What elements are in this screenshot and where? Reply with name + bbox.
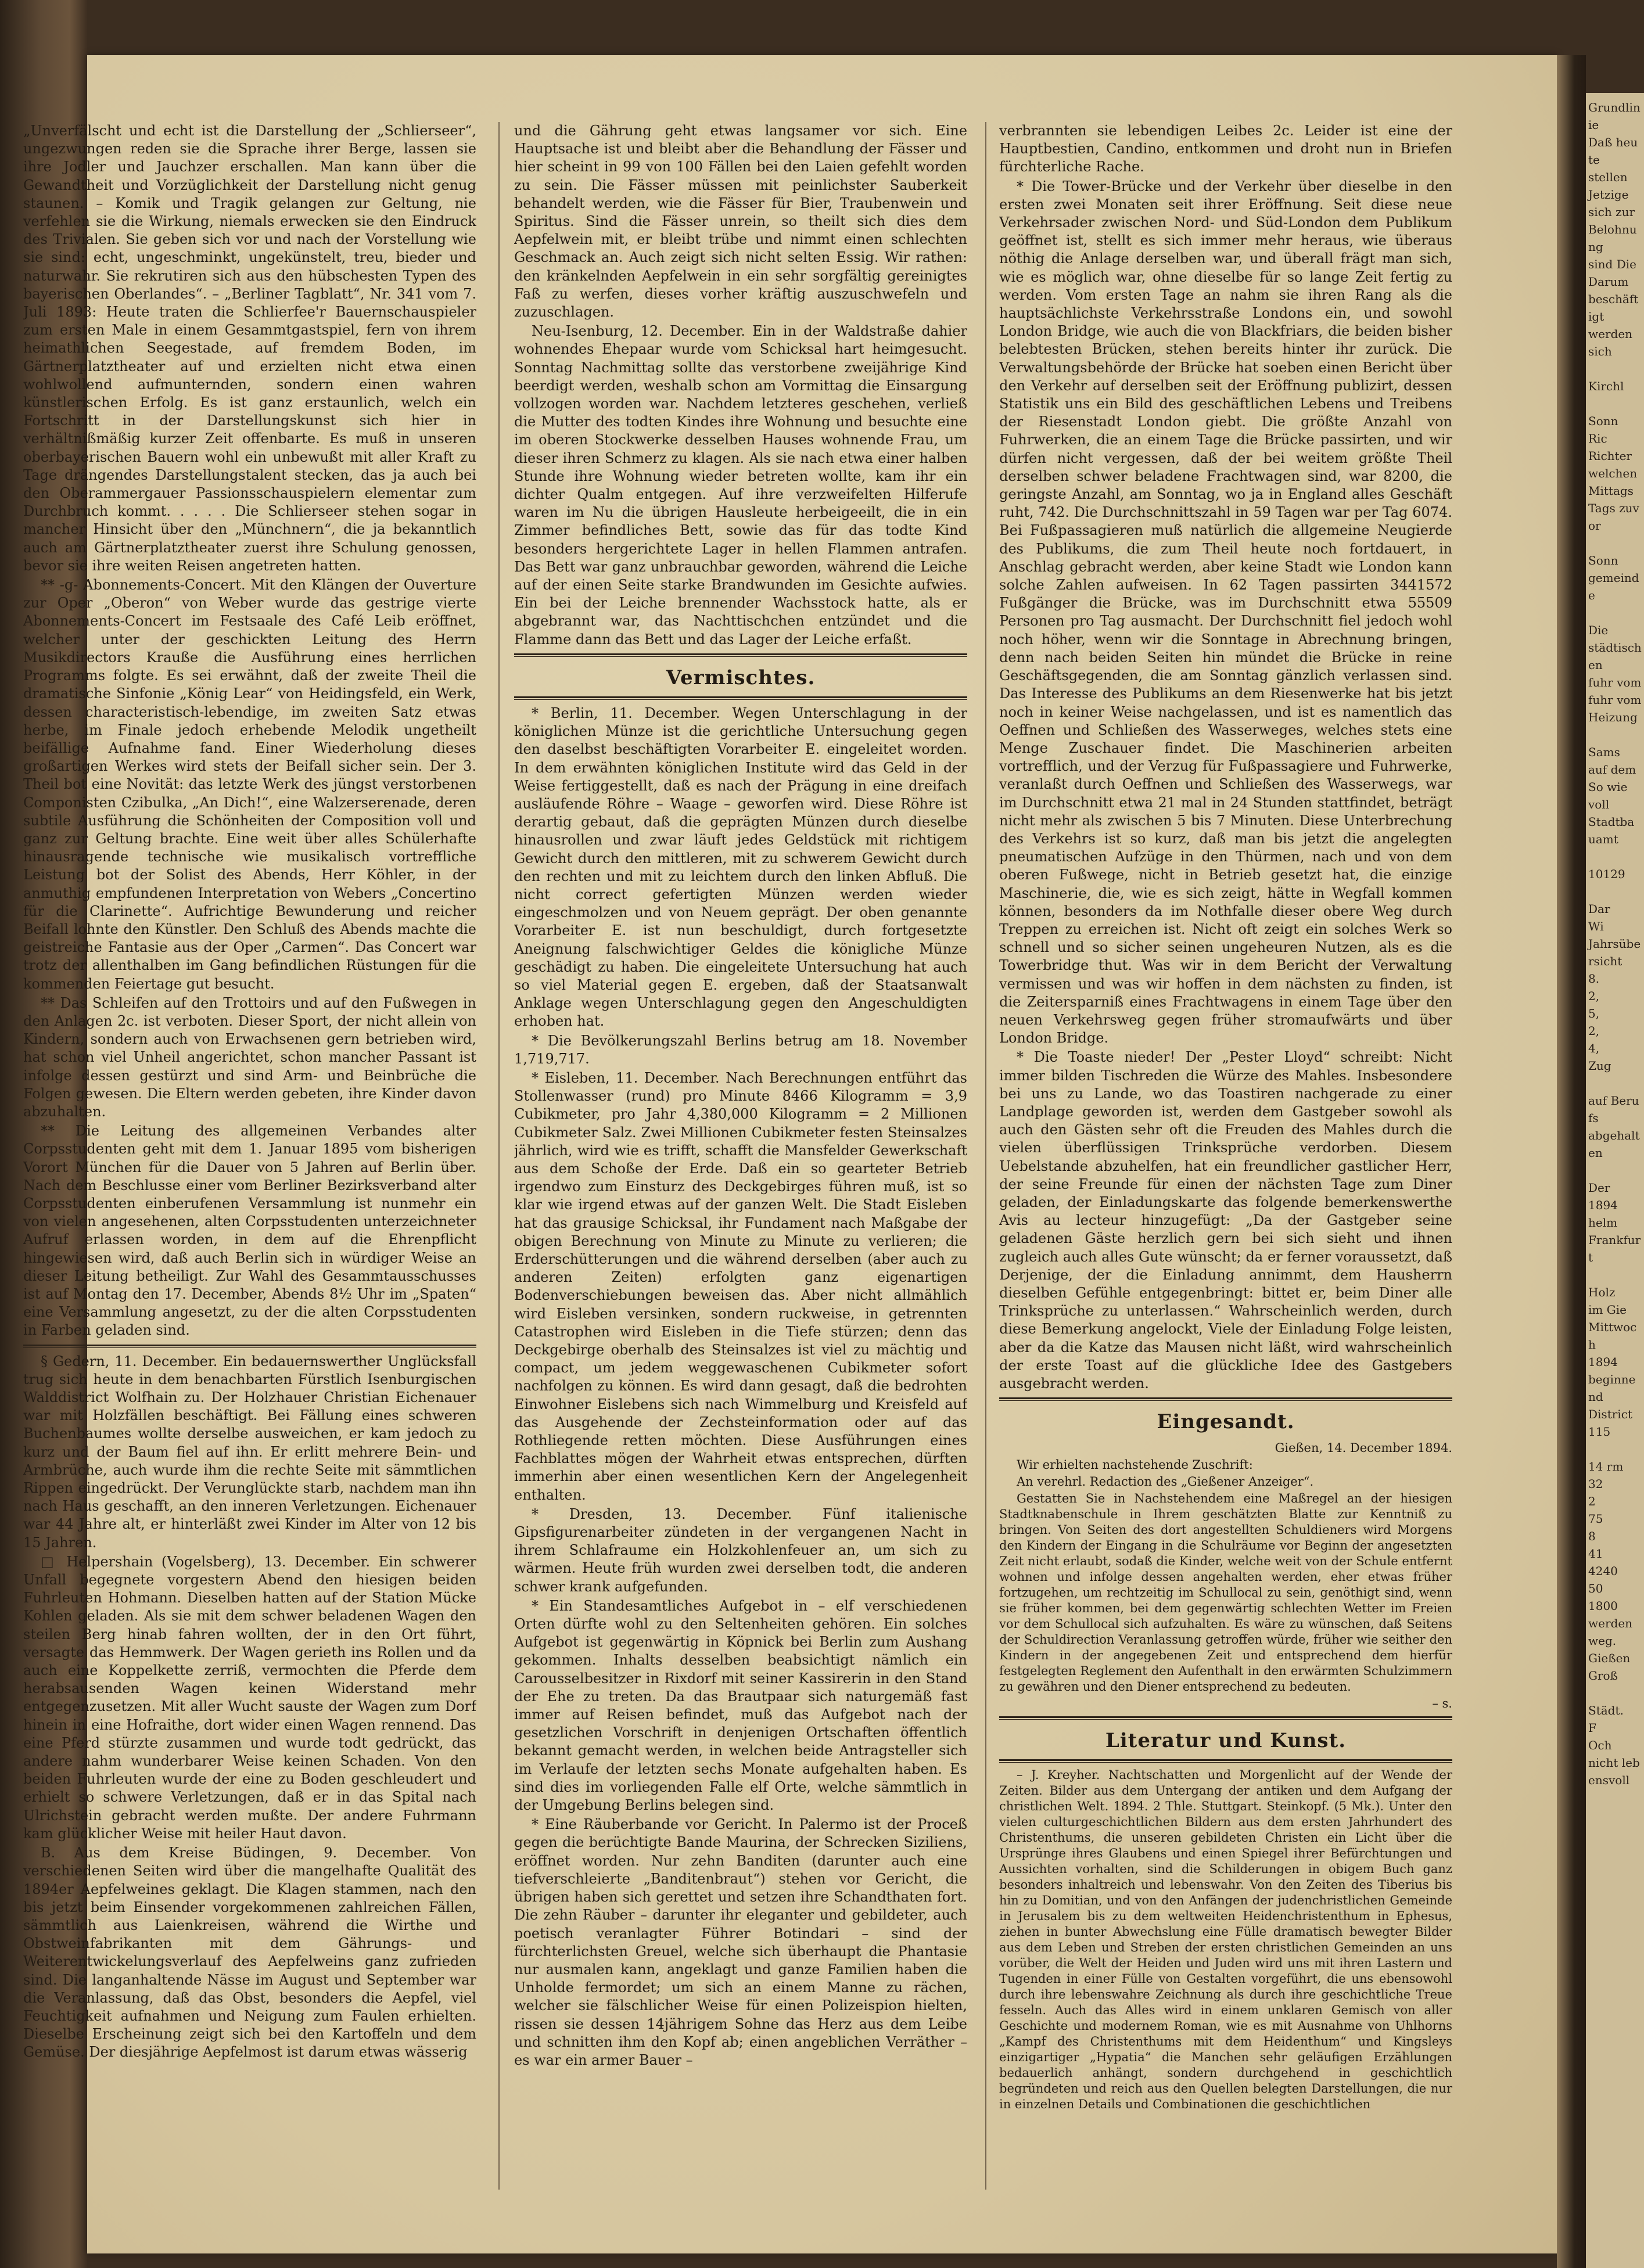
page-gutter bbox=[1557, 55, 1586, 2268]
article-schlierseer: „Unverfälscht und echt ist die Darstellung der „Schlierseer“, ungezwungen reden sie die Sprache ihrer Berge, lassen sie ihre Jodler und Jauchzer erschallen. Man kann über die Gewandtheit und Vorzüglichkeit der Darstellung nicht genug staunen. – Komik und Tragik gelangen zur Geltung, nie verfehlen sie die Wirkung, niemals erwecken sie den Eindruck des Trivialen. Sie geben sich vor und nach der Vorstellung wie sie sind: echt, ungeschminkt, ungekünstelt, treu, bieder und naturwahr. Sie rekrutiren sich aus den hübschesten Typen des bayerischen Oberlandes“. – „Berliner Tagblatt“, Nr. 341 vom 7. Juli 1893: Heute traten die Schlierfee'r Bauernschauspieler zum ersten Male in einem Gesammtgastspiel, fern von ihrem heimathlichen Seegestade, auf fremdem Boden, im Gärtnerplatztheater auf und erzielten nicht etwa einen wohlwollend aufmunternden, sondern einen wahren künstlerischen Erfolg. Es ist ganz erstaunlich, welch ein Fortschritt in der Darstellungskunst sich hier in verhältnißmäßig kurzer Zeit offenbarte. Es muß in unseren oberbayerischen Bauern wohl ein unbewußt mit aller Kraft zu Tage drängendes Darstellungstalent stecken, das ja auch bei den Oberammergauer Passionsschauspielern elementar zum Durchbruch kommt. . . . . Die Schlierseer stehen sogar in mancher Hinsicht über den „Münchnern“, die ja bekanntlich auch am Gärtnerplatztheater zuerst ihre Schulung genossen, bevor sie ihre weiten Reisen angetreten hatten. bbox=[23, 123, 476, 574]
article-literatur-kreyher: – J. Kreyher. Nachtschatten und Morgenlicht auf der Wende der Zeiten. Bilder aus dem Untergang der antiken und dem Aufgang der christlichen Welt. 1894. 2 Thle. Stuttgart. Steinkopf. (5 Mk.). Unter den vielen culturgeschichtlichen Bildern aus dem ersten Jahrhundert des Christenthums, die unseren gebildeten Christen ein Licht über die Ursprünge ihres Glaubens und einen Spiegel ihrer Befürchtungen und Aussichten vorhalten, sind die Schilderungen in obigem Buch ganz besonders inhaltreich und lebenswahr. Von den Zeiten des Tiberius bis hin zu Domitian, und von den Anfängen der judenchristlichen Gemeinde in Jerusalem bis zu dem weltweiten Heidenchristenthum in Ephesus, ziehen in bunter Abwechslung eine Fülle dramatisch bewegter Bilder aus dem Leben und Streben der ersten christlichen Gemeinden an uns vorüber, die Welt der Heiden und Juden wird uns mit ihren Lastern und Tugenden in einer Fülle von Gestalten vorgeführt, die uns ebensowohl durch ihre lebenswahre Zeichnung als durch ihre geschichtliche Treue fesseln. Auch das Alles wird in einem unklaren Gemisch von aller Geschichte und modernem Roman, wie es mit Ausnahme von Uhlhorns „Kampf des Christenthums mit dem Heidenthum“ und Kingsleys einzigartiger „Hypatia“ die Manchen sehr geläufigen Erzählungen bedauerlich anhängt, sondern durchgehend in geschichtlich begründeten und reich aus den Quellen belegten Darstellungen, die nur in einzelnen Details und Combinationen die geschichtlichen bbox=[999, 1768, 1452, 2112]
section-divider bbox=[514, 653, 967, 657]
article-aepfelwein-cont: und die Gährung geht etwas langsamer vor sich. Eine Hauptsache ist und bleibt aber die Behandlung der Fässer und hier scheint in 99 von 100 Fällen bei den Laien gefehlt worden zu sein. Die Fässer müssen mit peinlichster Sauberkeit behandelt werden, wie die Fässer für Bier, Traubenwein und Spiritus. Sind die Fässer unrein, so theilt sich dies dem Aepfelwein mit, er bleibt trübe und nimmt einen schlechten Geschmack an. Auch zeigt sich nicht selten Essig. Wir rathen: den kränkelnden Aepfelwein in ein sehr sorgfältig gereinigtes Faß zu werfen, dieses vorher kräftig auszuschwefeln und zuzuschlagen. bbox=[514, 123, 967, 321]
article-dresden: * Dresden, 13. December. Fünf italienische Gipsfigurenarbeiter zündeten in der vergangenen Nacht in ihrem Schlafraume ein Holzkohlenfeuer an, um sich zu wärmen. Heute früh wurden zwei derselben todt, die anderen schwer krank aufgefunden. bbox=[514, 1505, 967, 1595]
section-divider bbox=[999, 1716, 1452, 1720]
column-3 bbox=[999, 122, 1452, 2201]
column-rule bbox=[498, 122, 500, 2190]
eingesandt-dateline: Gießen, 14. December 1894. bbox=[1275, 1441, 1452, 1455]
article-neu-isenburg: Neu-Isenburg, 12. December. Ein in der Waldstraße dahier wohnendes Ehepaar wurde vom Schicksal hart heimgesucht. Sonntag Nachmittag sollte das verstorbene zweijährige Kind beerdigt werden, weshalb schon am Vormittag die Einsargung vollzogen worden war. Nachdem letzteres geschehen, verließ die Mutter des todten Kindes ihre Wohnung und besuchte eine im oberen Stockwerke desselben Hauses wohnende Frau, um dieser ihren Schmerz zu klagen. Als sie nach etwa einer halben Stunde ihre Wohnung wieder betreten wollte, kam ihr ein dichter Qualm entgegen. Auf ihre verzweifelten Hilferufe waren im Nu die übrigen Hausleute herbeigeeilt, die in ein Zimmer befindliches Bett, sowie das für das todte Kind besonders hergerichtete Lager in hellen Flammen antrafen. Das Bett war ganz unbrauchbar geworden, während die Leiche auf der einen Seite starke Brandwunden im Gesichte aufwies. Ein bei der Leiche brennender Wachsstock hatte, als er abgebrannt war, das Nachttischchen entzündet und die Flamme dann das Bett und das Lager der Leiche erfaßt. bbox=[514, 323, 967, 648]
column-rule bbox=[985, 122, 986, 2190]
article-corpsstudenten: ** Die Leitung des allgemeinen Verbandes alter Corpsstudenten geht mit dem 1. Januar 1895 vom bisherigen Vorort München für die Dauer von 5 Jahren auf Berlin über. Nach dem Beschlusse einer vom Berliner Bezirksverband alter Corpsstudenten einberufenen Versammlung ist nunmehr ein von vielen angesehenen, alten Corpsstudenten unterzeichneter Aufruf erlassen worden, in dem auf die Ehrenpflicht hingewiesen wird, daß auch Berlin sich in würdiger Weise an dieser Leitung betheiligt. Zur Wahl des Gesammtausschusses ist auf Montag den 17. December, Abends 8½ Uhr im „Spaten“ eine Versammlung angesetzt, zu der die alten Corpsstudenten in Farben geladen sind. bbox=[23, 1123, 476, 1339]
column-2 bbox=[514, 122, 967, 2201]
section-title-literatur: Literatur und Kunst. bbox=[1105, 1729, 1347, 1753]
article-schleifen-trottoirs: ** Das Schleifen auf den Trottoirs und auf den Fußwegen in den Anlagen 2c. ist verboten. Dieser Sport, der nicht allein von Kindern, sondern auch von Erwachsenen gern betrieben wird, hat schon viel Unheil angerichtet, schon mancher Passant ist infolge dessen gestürzt und sind Arm- und Beinbrüche die Folgen gewesen. Die Eltern werden gebeten, ihre Kinder davon abzuhalten. bbox=[23, 994, 476, 1120]
section-divider bbox=[514, 696, 967, 700]
section-divider bbox=[999, 1759, 1452, 1763]
eingesandt-intro: Wir erhielten nachstehende Zuschrift: bbox=[1017, 1458, 1253, 1472]
article-raeuberbande-cont: verbrannten sie lebendigen Leibes 2c. Leider ist eine der Hauptbestien, Candino, entkommen und droht nun in Briefen fürchterliche Rache. bbox=[999, 123, 1452, 175]
article-aufgebot: * Ein Standesamtliches Aufgebot in – elf verschiedenen Orten dürfte wohl zu den Seltenheiten gehören. Ein solches Aufgebot ist gegenwärtig in Köpnick bei Berlin zum Aushang gekommen. Inhalts desselben beabsichtigt nämlich ein Carousselbesitzer in Rixdorf mit seiner Kassirerin in den Stand der Ehe zu treten. Da das Brautpaar sich naturgemäß fast immer auf Reisen befindet, muß das Aufgebot nach der gesetzlichen Vorschrift in denjenigen Ortschaften öffentlich bekannt gemacht werden, in welchen beide Antragsteller sich im Verlaufe der letzten sechs Monate aufgehalten haben. Es sind dies im vorliegenden Falle elf Orte, welche sämmtlich in der Umgebung Berlins belegen sind. bbox=[514, 1597, 967, 1814]
article-buedingen: B. Aus dem Kreise Büdingen, 9. December. Von verschiedenen Seiten wird über die mangelhafte Qualität des 1894er Aepfelweines geklagt. Die Klagen stammen, nach den bis jetzt beim Einsender vorgekommenen zahlreichen Fällen, sämmtlich aus Laienkreisen, während die Wirthe und Obstweinfabrikanten mit dem Gährungs- und Weiterentwickelungsverlauf des Aepfelweins ganz zufrieden sind. Die langanhaltende Nässe im August und September war die Veranlassung, daß das Obst, besonders die Aepfel, viel Feuchtigkeit aufnahmen und Neigung zum Faulen erhielten. Dieselbe Erscheinung zeigt sich bei den Kartoffeln und dem Gemüse. Der diesjährige Aepfelmost ist darum etwas wässerig bbox=[23, 1845, 476, 2061]
adjacent-page-text: Grundlinie Daß heute stellen Jetzige sich zur Belohnung sind Die Darum beschäftigt werden sich Kirchl Sonn Ric Richter welchen Mittags Tags zuvor Sonn gemeinde Die städtischen fuhr vom fuhr vom Heizung Sams auf dem So wie voll Stadtbauamt 10129 Dar Wi Jahrsübersicht 8. 2, 5, 2, 4, Zug auf Berufs abgehalten Der 1894 helm Frankfurt Holz im Gie Mittwoch 1894 beginnend District 115 14 rm 32 2 75 8 41 4240 50 1800 werden weg. Gießen Groß Städt. F Och nicht lebensvoll bbox=[1588, 100, 1642, 1787]
article-eisleben: * Eisleben, 11. December. Nach Berechnungen entführt das Stollenwasser (rund) pro Minute 8466 Kilogramm = 3,9 Cubikmeter, pro Jahr 4,380,000 Kilogramm = 2 Millionen Cubikmeter Salz. Zwei Millionen Cubikmeter festen Steinsalzes jährlich, wird wie es trifft, schafft die Mansfelder Gewerkschaft aus dem Schoße der Erde. Daß ein so gearteter Betrieb irgendwo zum Einsturz des Deckgebirges führen muß, ist so klar wie irgend etwas auf der ganzen Welt. Die Stadt Eisleben hat das grausige Schicksal, ihr Fundament nach Maßgabe der obigen Berechnung von Minute zu Minute zu verlieren; die Erderschütterungen und die während derselben (aber auch zu anderen Zeiten) erfolgten ganz eigenartigen Bodenverschiebungen beweisen das. Aber nicht allmählich wird Eisleben versinken, sondern ruckweise, in getrennten Catastrophen wird Eisleben in die Tiefe stürzen; denn das Deckgebirge oberhalb des Steinsalzes ist viel zu mächtig und compact, um jedem weggewaschenen Cubikmeter sofort nachfolgen zu können. Es wird dann gesagt, daß die bedrohten Einwohner Eislebens sich nach Wimmelburg und Kreisfeld auf das Ausgehende der Zechsteinformation oder auf das Rothliegende retten möchten. Diese Ausführungen eines Fachblattes mögen der Wahrheit etwas entsprechen, dürften immerhin aber einen wesentlichen Kern der Angelegenheit enthalten. bbox=[514, 1069, 967, 1503]
section-title-eingesandt: Eingesandt. bbox=[1157, 1410, 1295, 1434]
article-abonnements-concert: ** -g- Abonnements-Concert. Mit den Klängen der Ouverture zur Oper „Oberon“ von Weber wurde das gestrige vierte Abonnements-Concert im Festsaale des Café Leib eröffnet, welcher unter der geschickten Leitung des Herrn Musikdirectors Krauße die Ausführung eines herrlichen Programms folgte. Es sei erwähnt, daß der zweite Theil die dramatische Sinfonie „König Lear“ von Heidingsfeld, ein Werk, dessen characteristisch-lebendige, im zweiten Satz etwas herbe, im Finale jedoch erhebende Melodik ungetheilt beifällige Aufnahme fand. Einer Wiederholung dieses großartigen Werkes wird stets der Beifall sicher sein. Der 3. Theil bot eine Novität: das letzte Werk des jüngst verstorbenen Componisten Czibulka, „An Dich!“, eine Walzerserenade, deren subtile Ausführung die Schönheiten der Composition voll und ganz zur Geltung brachte. Eine weit über alles Schülerhafte hinausragende technische wie musikalisch vortreffliche Leistung bot der Solist des Abends, Herr Köhler, in der anmuthig empfundenen Interpretation von Webers „Concertino für die Clarinette“. Aufrichtige Bewunderung und reicher Beifall lohnte den Künstler. Den Schluß des Abends machte die geistreiche Fantasie aus der Oper „Carmen“. Das Concert war trotz der allenthalben im Gang befindlichen Rüstungen für die kommenden Feiertage gut besucht. bbox=[23, 577, 476, 992]
article-raeuberbande: * Eine Räuberbande vor Gericht. In Palermo ist der Proceß gegen die berüchtigte Bande Maurina, der Schrecken Siziliens, eröffnet worden. Nur zehn Banditen (darunter auch eine tiefverschleierte „Banditenbraut“) stehen vor Gericht, die übrigen haben sich gerettet und setzen ihre Schandthaten fort. Die zehn Räuber – darunter ihr eleganter und gebildeter, auch poetisch veranlagter Führer Botindari – sind der fürchterlichsten Greuel, welche sich überhaupt die Phantasie nur ausmalen kann, angeklagt und ganze Familien haben die Unholde fermordet; um sich an einem Manne zu rächen, welcher sie fälschlicher Weise für einen Polizeispion hielten, rissen sie dessen 14jährigem Sohne das Herz aus dem Leibe und schnitten ihm den Kopf ab; einen angeblichen Verräther – es war ein armer Bauer – bbox=[514, 1816, 967, 2068]
eingesandt-body: Gestatten Sie in Nachstehendem eine Maßregel an der hiesigen Stadtknabenschule in Ihrem geschätzten Blatte zur Kenntniß zu bringen. Von Seiten des dort angestellten Schuldieners wird Morgens den Kindern der Eingang in die Schulräume vor Beginn der angesetzten Zeit nicht erlaubt, sodaß die Kinder, welche weit von der Schule entfernt wohnen und infolge dessen angehalten werden, eher etwas früher fortzugehen, um rechtzeitig im Schullocal zu sein, genöthigt sind, wenn sie früher kommen, bei dem gegenwärtig schlechten Wetter im Freien vor dem Schullocal sich aufzuhalten. Es wäre zu wünschen, daß Seitens der Schuldirection Veranlassung getroffen würde, früher wie seither den Kindern in der angegebenen Zeit und entsprechend dem hierfür festgelegten Reglement den Aufenthalt in den erwärmten Schulzimmern zu gewähren und den Diener entsprechend zu bedeuten. bbox=[999, 1491, 1452, 1694]
article-gedern: § Gedern, 11. December. Ein bedauernswerther Unglücksfall trug sich heute in dem benachbarten Fürstlich Isenburgischen Walddistrict Wolfhain zu. Der Holzhauer Christian Eichenauer war mit Holzfällen beschäftigt. Bei Fällung eines schweren Buchenbaumes wollte derselbe ausweichen, er kam jedoch zu kurz und der Baum fiel auf ihn. Er erlitt mehrere Bein- und Armbrüche, auch wurde ihm die rechte Seite mit sämmtlichen Rippen eingedrückt. Der Verunglückte starb, nachdem man ihn nach Haus geschafft, an den inneren Verletzungen. Eichenauer war 44 Jahre alt, er hinterläßt zwei Kinder im Alter von 12 bis 15 Jahren. bbox=[23, 1353, 476, 1551]
article-tower-bruecke: * Die Tower-Brücke und der Verkehr über dieselbe in den ersten zwei Monaten seit ihrer Eröffnung. Seit diese neue Verkehrsader zwischen Nord- und Süd-London dem Publikum geöffnet ist, stellt es sich immer mehr heraus, wie überaus nöthig die Anlage derselben war, und überall frägt man sich, wie es möglich war, ohne dieselbe für so lange Zeit fertig zu werden. Vom ersten Tage an nahm sie ihren Rang als die hauptsächlichste Verkehrsstraße Londons ein, und sowohl London Bridge, wie auch die von Blackfriars, die beiden bisher belebtesten Brücken, stehen bereits hinter ihr zurück. Die Verwaltungsbehörde der Brücke hat soeben einen Bericht über den Verkehr auf derselben seit der Eröffnung publizirt, dessen Statistik uns ein Bild des geschäftlichen Lebens und Treibens der Riesenstadt London giebt. Die größte Anzahl von Fuhrwerken, die an einem Tage die Brücke passirten, und wir dürfen nicht vergessen, daß der bei weitem größte Theil derselben schwer beladene Frachtwagen sind, war 8200, die geringste Anzahl, am Sonntag, wo ja in England alles Geschäft ruht, 742. Die Durchschnittszahl in 59 Tagen war per Tag 6074. Bei Fußpassagieren muß natürlich die allgemeine Neugierde des Publikums, die zum Theil heute noch fortdauert, in Anschlag gebracht werden, aber keine Stadt wie London kann solche Zahlen aufweisen. In 62 Tagen passirten 3441572 Fußgänger die Brücke, was im Durchschnitt etwa 55509 Personen pro Tag ausmacht. Der Durchschnitt fiel jedoch wohl noch höher, wenn wir die Sonntage in Abrechnung bringen, denn nach beiden Seiten hin mündet die Brücke in reine Geschäftsgegenden, die am Sonntag gänzlich verlassen sind. Das Interesse des Publikums an dem Riesenwerke hat bis jetzt noch in keiner Weise nachgelassen, und ist es namentlich das Oeffnen und Schließen des Wasserweges, welches stets eine Menge Zuschauer findet. Die Maschinerien arbeiten vortrefflich, und der Verzug für Fußpassagiere und Fuhrwerke, veranlaßt durch Oeffnen und Schließen des Wasserwegs, war im Durchschnitt etwa 21 mal in 24 Stunden stattfindet, beträgt nicht mehr als zwischen 5 bis 7 Minuten. Diese Unterbrechung des Verkehrs ist so kurz, daß man bis jetzt die angelegten pneumatischen Aufzüge in den Thürmen, nach und von dem oberen Fußwege, nicht in Betrieb gesetzt hat, die einzige Maschinerie, die, wie es sich zeigt, hätte in Wegfall kommen können, besonders da im Nothfalle dieser obere Weg durch Treppen zu erreichen ist. Nicht oft zeigt ein solches Werk so schnell und so sicher seinen ungeheuren Nutzen, als es die Towerbridge thut. Was wir in dem Bericht der Verwaltung vermissen und was wir hoffen in dem nächsten zu finden, ist die Zeitersparniß eines Frachtwagens in einem Tage über den neuen Verkehrsweg gegen früher stromaufwärts und über London Bridge. bbox=[999, 178, 1452, 1047]
section-divider bbox=[23, 1345, 476, 1348]
column-1 bbox=[23, 122, 476, 2201]
article-bevoelkerung-berlin: * Die Bevölkerungszahl Berlins betrug am 18. November 1,719,717. bbox=[514, 1032, 967, 1067]
article-helpershain: □ Helpershain (Vogelsberg), 13. December. Ein schwerer Unfall begegnete vorgestern Abend den hiesigen beiden Fuhrleuten Hohmann. Dieselben hatten auf der Station Mücke Kohlen geladen. Als sie mit dem schwer beladenen Wagen den steilen Berg hinab fahren wollten, der in den Ort führt, versagte das Hemmwerk. Der Wagen gerieth ins Rollen und da auch eine Koppelkette zerriß, vermochten die Pferde dem herabsausenden Wagen keinen Widerstand mehr entgegenzusetzen. Mit aller Wucht sauste der Wagen zum Dorf hinein in eine Hofraithe, dort wider einen Wagen rennend. Das eine Pferd stürzte zusammen und wurde todt gedrückt, das andere nahm wunderbarer Weise keinen Schaden. Von den beiden Fuhrleuten wurde der eine zu Boden geschleudert und erhielt so schwere Verletzungen, daß er in das Spital nach Ulrichstein gebracht werden mußte. Der andere Fuhrmann kam glücklicher Weise mit heiler Haut davon. bbox=[23, 1553, 476, 1842]
article-toaste: * Die Toaste nieder! Der „Pester Lloyd“ schreibt: Nicht immer bilden Tischreden die Würze des Mahles. Insbesondere bei uns zu Lande, wo das Toastiren nachgerade zu einer Landplage geworden ist, werden dem Gastgeber sowohl als auch den Gästen sehr oft die Freuden des Mahles durch die vielen überflüssigen Trinksprüche verdorben. Diesem Uebelstande abzuhelfen, hat ein freundlicher gastlicher Herr, der seine Freunde für einen der nächsten Tage zum Diner geladen, der Einladungskarte das folgende bemerkenswerthe Avis au lecteur hinzugefügt: „Da der Gastgeber seine geladenen Gäste herzlich gern bei sich sieht und ihnen zugleich auch alles Gute wünscht; da er ferner voraussetzt, daß Derjenige, der die Einladung annimmt, dem Hausherrn dieselben Gefühle entgegenbringt: bittet er, beim Diner alle Trinksprüche zu unterlassen.“ Wahrscheinlich werden, durch diese Bemerkung angelockt, Viele der Einladung Folge leisten, aber da die Katze das Mausen nicht läßt, wird wahrscheinlich der erste Toast auf die glückliche Idee des Gastgebers ausgebracht werden. bbox=[999, 1049, 1452, 1392]
eingesandt-signature: – s. bbox=[1432, 1696, 1452, 1711]
eingesandt-addressee: An verehrl. Redaction des „Gießener Anzeiger“. bbox=[1017, 1475, 1314, 1489]
section-divider bbox=[999, 1397, 1452, 1401]
adjacent-page-edge bbox=[1586, 93, 1644, 2268]
section-title-vermischtes: Vermischtes. bbox=[666, 666, 816, 689]
article-berlin-muenze: * Berlin, 11. December. Wegen Unterschlagung in der königlichen Münze ist die gerichtliche Untersuchung gegen den daselbst beschäftigten Vorarbeiter E. eingeleitet worden. In dem erwähnten königlichen Institute wird das Geld in der Weise fertiggestellt, daß es nach der Prägung in eine dreifach ausläufende Röhre – Waage – geworfen wird. Diese Röhre ist derartig gebaut, daß die geprägten Münzen durch dieselbe hinausrollen und zwar läuft jedes Geldstück mit richtigem Gewicht durch den mittleren, mit zu schwerem Gewicht durch den rechten und mit zu leichtem durch den linken Abfluß. Die nicht correct gefertigten Münzen werden wieder eingeschmolzen und von Neuem geprägt. Der oben genannte Vorarbeiter E. ist nun beschuldigt, durch fortgesetzte Aneignung falschwichtiger Geldes die königliche Münze geschädigt zu haben. Die eingeleitete Untersuchung hat auch so viel Material gegen E. ergeben, daß der Staatsanwalt Anklage wegen Unterschlagung gegen den Angeschuldigten erhoben hat. bbox=[514, 705, 967, 1030]
